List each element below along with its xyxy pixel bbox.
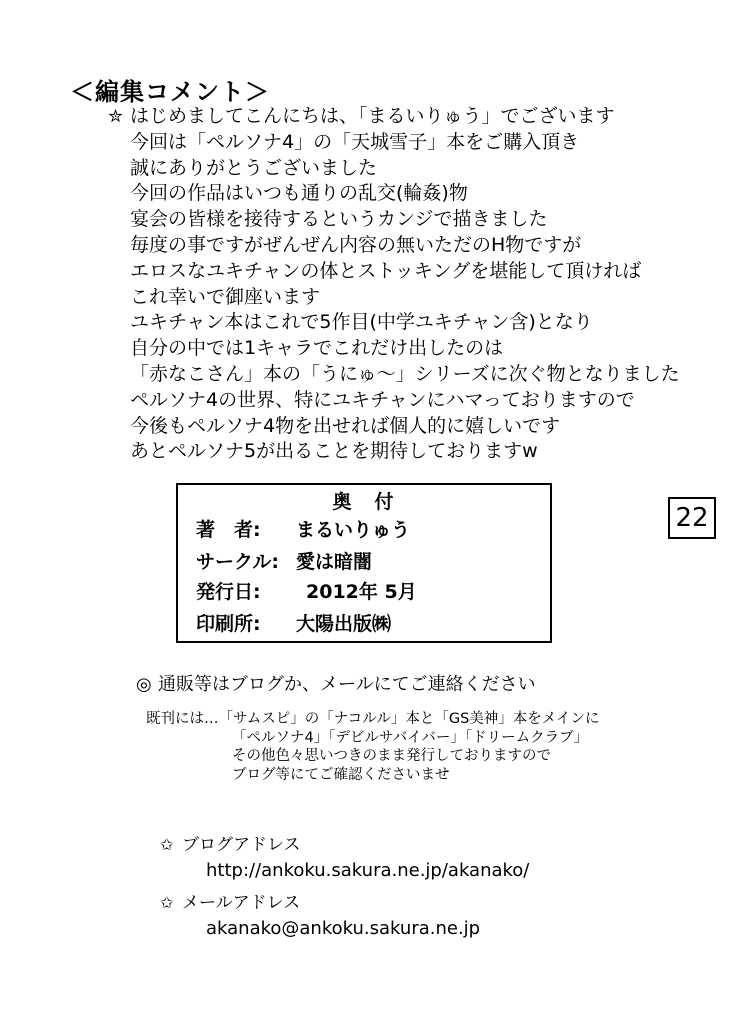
colophon-box: [176, 483, 552, 643]
colophon-circle-row: [196, 547, 372, 574]
comment-line: ✮ はじめましてこんにちは、「まるいりゅう」でございます: [100, 104, 680, 130]
comment-line: ペルソナ4の世界、特にユキチャンにハマっておりますので: [130, 388, 635, 411]
previous-works-line: ブログ等にてご確認くださいませ: [232, 766, 450, 783]
star-icon: ✮: [108, 106, 124, 127]
comment-line: 毎度の事ですがぜんぜん内容の無いただのH物ですが: [130, 233, 582, 256]
star-outline-icon: ✩: [160, 893, 174, 912]
comment-line: 今後もペルソナ4物を出せれば個人的に嬉しいです: [130, 414, 561, 437]
comment-line: 誠にありがとうございました: [130, 156, 378, 179]
mail-address-label: ✩ メールアドレス: [160, 893, 301, 913]
blog-url-link[interactable]: http://ankoku.sakura.ne.jp/akanako/: [206, 860, 530, 881]
mail-address-link[interactable]: akanako@ankoku.sakura.ne.jp: [206, 918, 481, 939]
comment-line: 自分の中では1キャラでこれだけ出したのは: [130, 337, 504, 360]
colophon-author-row: [196, 515, 410, 542]
comment-line: 今回の作品はいつも通りの乱交(輪姦)物: [130, 182, 468, 205]
comment-line: 「赤なこさん」本の「うにゅ～」シリーズに次ぐ物となりました: [130, 362, 680, 385]
printer-value: 大陽出版㈱: [296, 613, 392, 635]
circle-value: 愛は暗闇: [296, 551, 373, 573]
comment-line: ユキチャン本はこれで5作目(中学ユキチャン含)となり: [130, 311, 593, 334]
date-value: 2012年 5月: [306, 581, 417, 603]
circle-label: サークル:: [196, 551, 280, 573]
mail-order-note: [136, 670, 536, 696]
double-circle-icon: ◎: [136, 674, 152, 695]
author-label: 著 者:: [196, 519, 261, 541]
comment-line: あとペルソナ5が出ることを期待しておりますw: [130, 440, 538, 463]
comment-paragraph: [100, 104, 680, 465]
edit-comment-heading: ＜編集コメント＞: [70, 78, 270, 106]
comment-line: エロスなユキチャンの体とストッキングを堪能して頂ければ: [130, 259, 642, 282]
blog-address-label: ✩ ブログアドレス: [160, 835, 301, 855]
previous-works-line: その他色々思いつきのまま発行しておりますので: [232, 748, 551, 764]
printer-label: 印刷所:: [196, 613, 261, 635]
comment-line: これ幸いで御座います: [130, 285, 321, 308]
author-value: まるいりゅう: [296, 519, 411, 541]
mail-order-text: 通販等はブログか、メールにてご連絡ください: [158, 674, 536, 695]
previous-works: [146, 710, 599, 784]
colophon-date-row: [196, 577, 417, 604]
colophon-printer-row: [196, 609, 391, 636]
colophon-title: 奥 付: [332, 491, 396, 513]
previous-works-line: 既刊には…「サムスピ」の「ナコルル」本と「GS美神」本をメインに: [146, 711, 600, 727]
star-outline-icon: ✩: [160, 835, 174, 854]
comment-line: 宴会の皆様を接待するというカンジで描きました: [130, 208, 548, 231]
comment-line: 今回は「ペルソナ4」の「天城雪子」本をご購入頂き: [130, 130, 580, 153]
previous-works-line: 「ペルソナ4」「デビルサバイバー」「ドリームクラブ」: [232, 729, 589, 746]
date-label: 発行日:: [196, 581, 261, 603]
page-number: 22: [668, 497, 716, 539]
